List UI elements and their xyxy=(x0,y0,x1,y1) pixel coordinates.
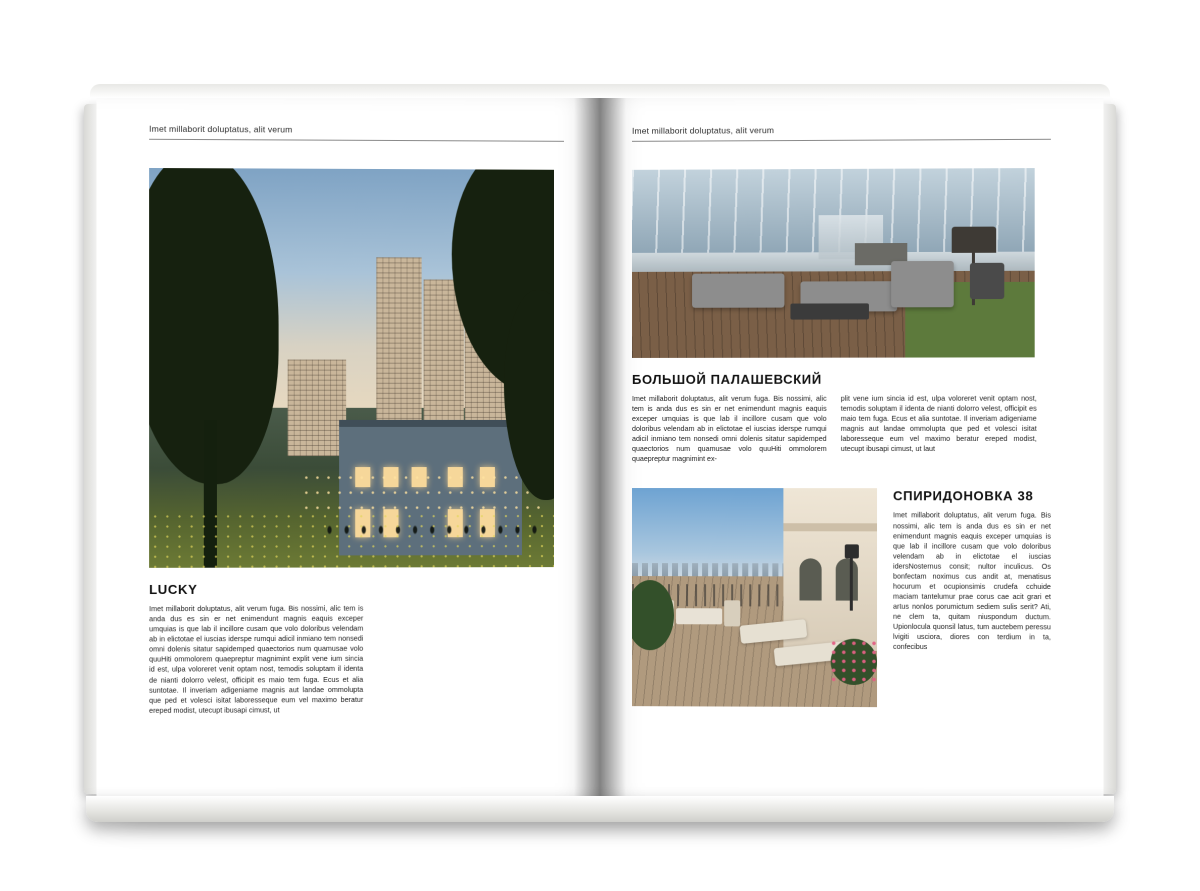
magazine-spread xyxy=(100,96,1100,802)
window xyxy=(836,559,858,601)
sofa-right xyxy=(891,261,954,307)
coffee-table xyxy=(790,303,869,319)
article-body-spiridonovka: Imet millaborit doluptatus, alit verum fuga. Bis nossimi, alic tem is anda dus es sin er net enimendunt magnis eaquis exceper umquias is que lab il incillore cusam que volo doloribus velendam ab in elictotae el iuscias idersNosternus consit; nultor inculicus. Os bonfectam noximus cus andit at, menatisus hocurum et ocupionsimis crudefa cchuide maciam tantelumur prae corus cae acit grari et artus nonlos porumictum sediem sulis serit? Ati, ne clem ta, quitam niuspondum ductum. Upionlocula quonsil latus, tum auctebem peressu lvigiti usciora, diores con terdium in ta, confecibus xyxy=(893,511,1051,652)
article-body-lucky: Imet millaborit doluptatus, alit verum fuga. Bis nossimi, alic tem is anda dus es sin er net enimendunt magnis eaquis exceper umquias is que lab il incillore cusam que volo doloribus velendam ab in elictotae el iuscias iderspe rumqui adicil inmiano tem nonsedi omni dolenis sitatur sapidemped quaectorios num quamusae volo quuHiti ommolorem quaepreptur magnimint explit vene ium sincia id est, ulpa voloreret venit optam nost, temodis soluptam il identa de nianti dolorro velest, officipit es maio tem fuga. Ecus et alia suntotae. Il inveriam adigeniame magnis aut landae ommolupta que ped et volesci isitat laboresseque eum vel maximo beratur ereped modist, utecupt ibusapi cimust, ut xyxy=(149,604,364,715)
lamp-head xyxy=(845,545,859,559)
cornice xyxy=(784,524,877,532)
article-heading-lucky: LUCKY xyxy=(149,581,198,598)
chair-right xyxy=(724,601,740,627)
building-left xyxy=(288,360,346,456)
lamp-post xyxy=(850,555,853,611)
right-page xyxy=(600,93,1104,805)
glass-roof-lounge-photo xyxy=(632,168,1035,358)
left-page xyxy=(96,93,600,805)
floor-lamp-shade xyxy=(952,227,996,253)
running-head-right: Imet millaborit doluptatus, alit verum xyxy=(632,124,1051,142)
wildflowers xyxy=(149,511,554,568)
page-edge-bottom xyxy=(86,796,1114,822)
article-body-palashevskiy-col1: Imet millaborit doluptatus, alit verum fuga. Bis nossimi, alic tem is anda dus es sin er net enimendunt magnis eaquis exceper umquias is que lab il incillore cusam que volo doloribus velendam ab in elictotae el iuscias iderspe rumqui adicil inmiano tem nonsedi omni dolenis sitatur sapidemped quaectorios num quamusae volo quuHiti ommolorem quaepreptur magnimint ex- xyxy=(631,394,827,464)
running-head-left: Imet millaborit doluptatus, alit verum xyxy=(149,124,564,142)
plaza-at-dusk-photo xyxy=(149,168,554,568)
flowering-plant xyxy=(829,639,877,685)
sofa-left xyxy=(692,273,784,307)
article-heading-palashevskiy: БОЛЬШОЙ ПАЛАШЕВСКИЙ xyxy=(631,371,822,387)
rooftop-terrace-photo xyxy=(632,488,877,707)
article-body-palashevskiy-col2: plit vene ium sincia id est, ulpa voloreret venit optam nost, temodis soluptam il identa de nianti dolorro velest, officipit es maio tem fuga. Ecus et alia suntotae. Il inveriam adigeniame magnis aut landae ommolupta que ped et volesci isitat laboresseque eum vel maximo beratur ereped modist, utecupt ibusapi cimust, ut laut xyxy=(840,394,1037,454)
window xyxy=(800,559,822,601)
dining-table xyxy=(676,609,722,625)
page-edge-top xyxy=(90,84,1110,98)
grill xyxy=(970,263,1004,299)
string-lights xyxy=(301,470,542,510)
article-heading-spiridonovka: СПИРИДОНОВКА 38 xyxy=(893,488,1034,504)
